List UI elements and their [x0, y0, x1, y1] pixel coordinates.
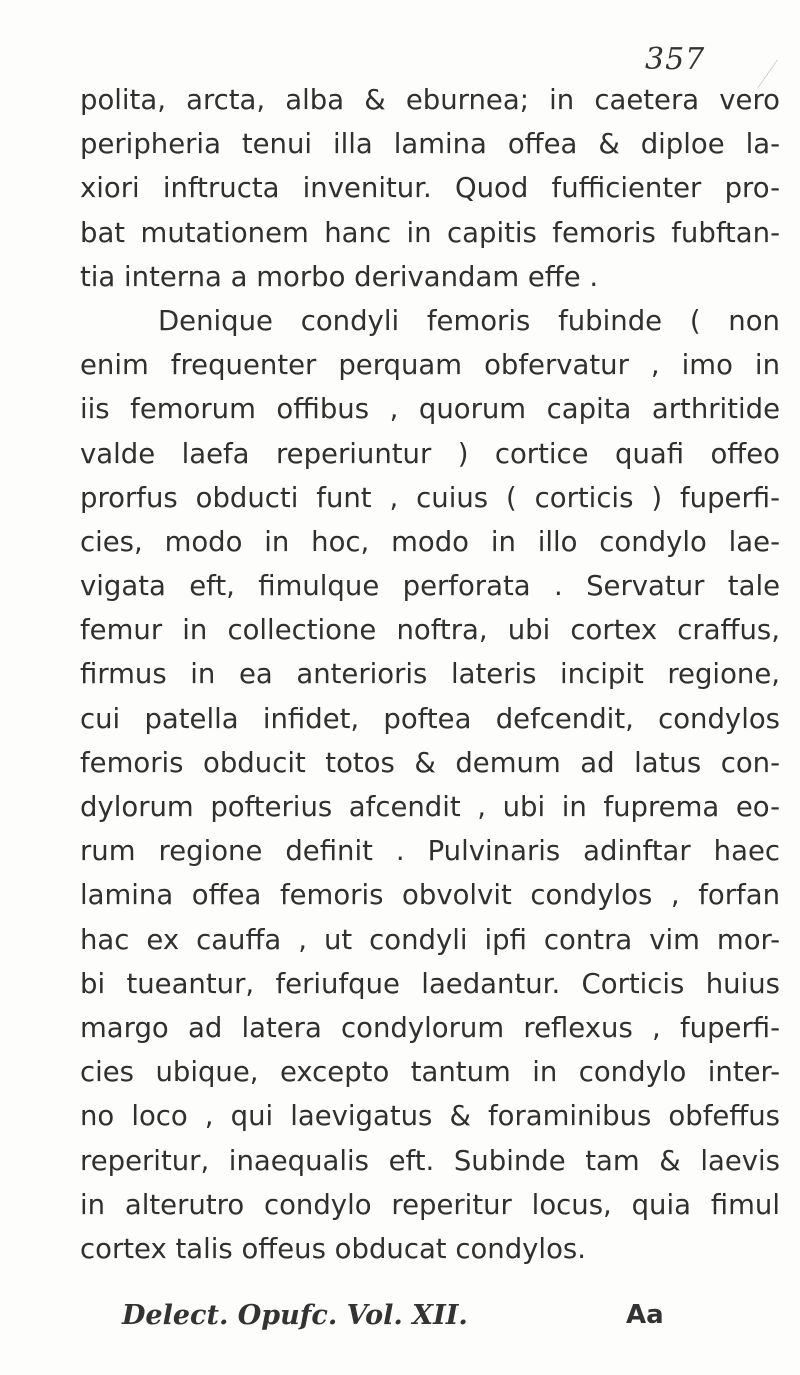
text-line: prorfus obducti funt , cuius ( corticis ) fuperfi-: [80, 481, 780, 514]
text-line: firmus in ea anterioris lateris incipit regione,: [80, 658, 780, 691]
catchword: Aa: [626, 1300, 664, 1330]
text-line: cies, modo in hoc, modo in illo condylo lae-: [80, 525, 780, 558]
text-line: bat mutationem hanc in capitis femoris fubftan-: [80, 216, 780, 249]
text-line: femoris obducit totos & demum ad latus con-: [80, 746, 780, 779]
text-line: cui patella infidet, poftea defcendit, condylos: [80, 702, 780, 735]
text-line: peripheria tenui illa lamina offea & diploe la-: [80, 128, 780, 161]
text-line: in alterutro condylo reperitur locus, quia fimul: [80, 1188, 780, 1221]
text-line: lamina offea femoris obvolvit condylos , forfan: [80, 879, 780, 912]
text-line: dylorum pofterius afcendit , ubi in fuprema eo-: [80, 791, 780, 823]
text-line: rum regione definit . Pulvinaris adinftar haec: [80, 835, 780, 868]
text-line: margo ad latera condylorum reflexus , fuperfi-: [80, 1011, 780, 1044]
page-number: 357: [645, 42, 706, 77]
text-line: femur in collectione noftra, ubi cortex craffus,: [80, 614, 780, 647]
body-text: [80, 78, 780, 1271]
text-line: enim frequenter perquam obfervatur , imo in: [80, 349, 780, 382]
signature-mark: Delect. Opufc. Vol. XII.: [122, 1300, 468, 1331]
text-line: no loco , qui laevigatus & foraminibus obfeffus: [80, 1100, 780, 1133]
text-line: tia interna a morbo derivandam effe .: [80, 260, 599, 293]
text-line: valde laefa reperiuntur ) cortice quafi offeo: [80, 437, 780, 470]
text-line: vigata eft, fimulque perforata . Servatur tale: [80, 570, 780, 603]
text-line: xiori inftructa invenitur. Quod fufficienter pro-: [80, 172, 780, 205]
text-line: cortex talis offeus obducat condylos.: [80, 1232, 586, 1265]
page-footer: [122, 1300, 722, 1344]
text-line: bi tueantur, feriufque laedantur. Corticis huius: [80, 967, 780, 1000]
text-line: iis femorum offibus , quorum capita arthritide: [80, 393, 780, 426]
text-line: hac ex cauffa , ut condyli ipfi contra vim mor-: [80, 923, 780, 956]
text-line: reperitur, inaequalis eft. Subinde tam & laevis: [80, 1144, 780, 1177]
text-line: cies ubique, excepto tantum in condylo inter-: [80, 1056, 780, 1089]
text-line: polita, arcta, alba & eburnea; in caetera vero: [80, 84, 780, 116]
text-line: Denique condyli femoris fubinde ( non: [158, 304, 780, 337]
